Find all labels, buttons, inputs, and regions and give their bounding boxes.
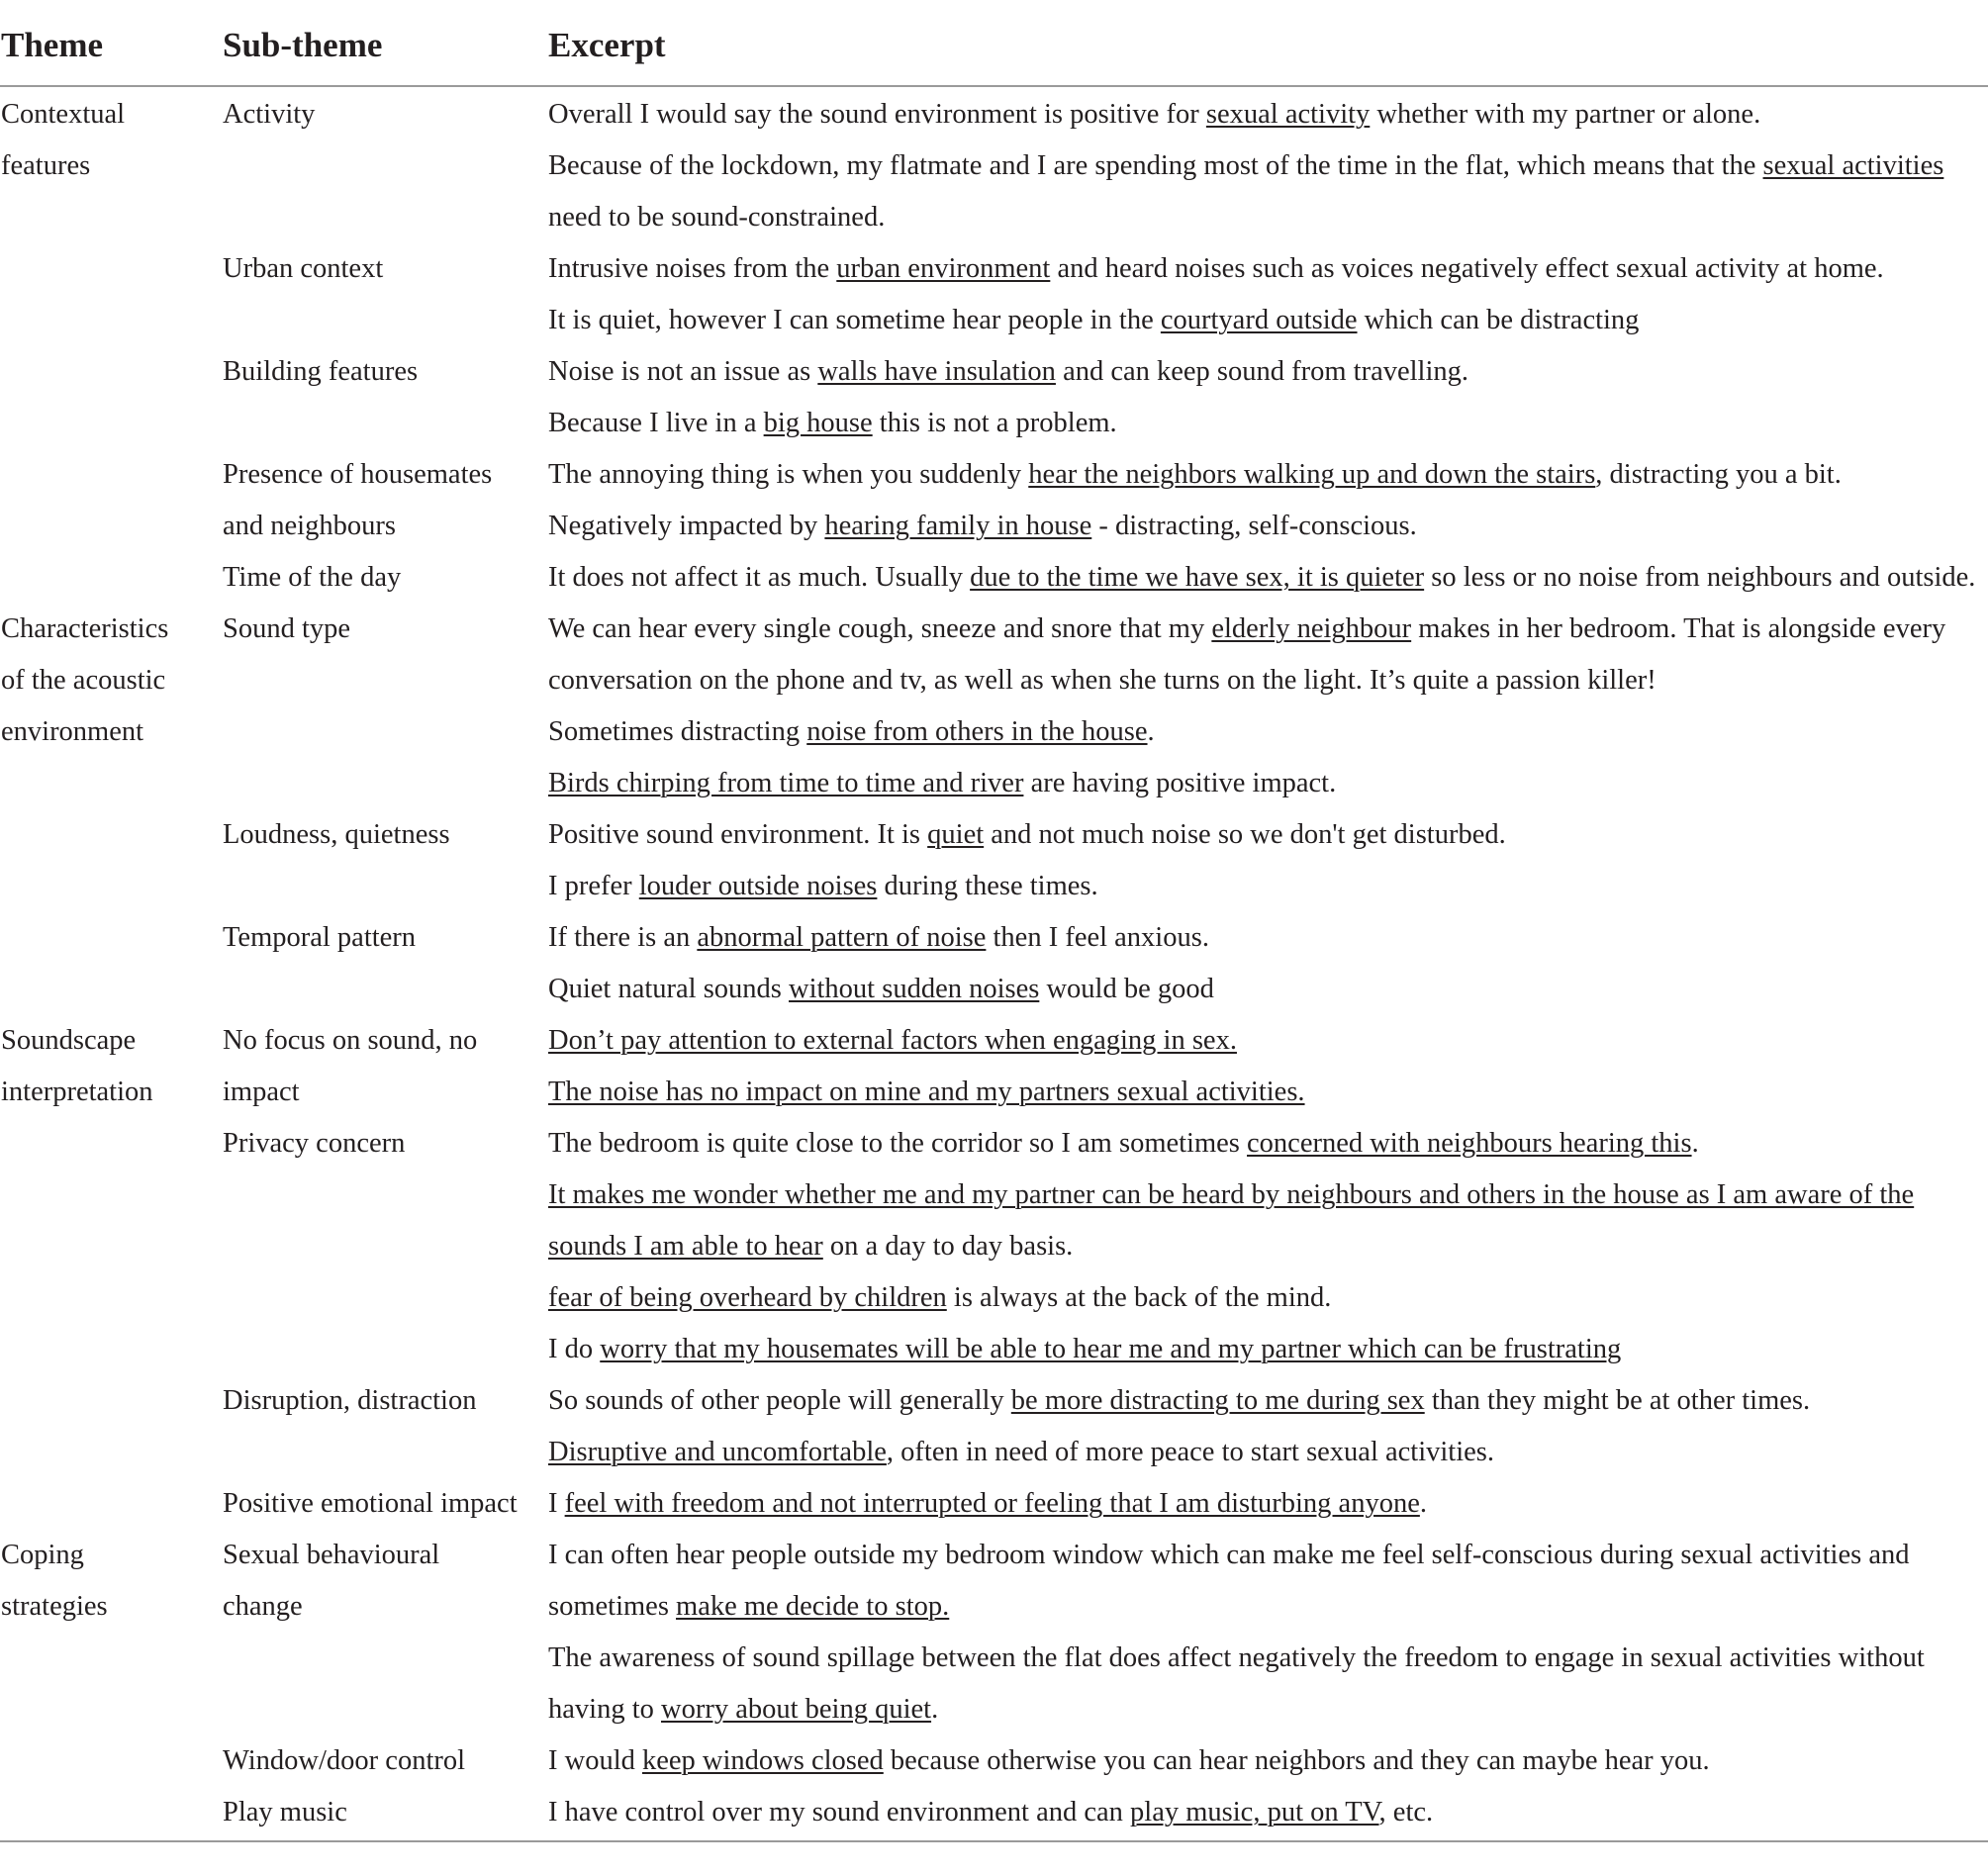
excerpt-text: .	[1147, 716, 1155, 747]
excerpt-cell	[548, 295, 1639, 346]
excerpt-text: If there is an	[548, 922, 698, 953]
excerpt-highlight: due to the time we have sex, it is quieter	[970, 562, 1425, 593]
theme-cell: of the acoustic	[1, 665, 166, 696]
excerpt-text: I prefer	[548, 871, 639, 901]
excerpt-text: and not much noise so we don't get disturbed.	[984, 819, 1506, 850]
table-row	[0, 1067, 1988, 1118]
excerpt-text: Sometimes distracting	[548, 716, 807, 747]
header-theme: Theme	[1, 26, 104, 64]
excerpt-cell	[548, 1633, 1925, 1684]
excerpt-highlight: Don’t pay attention to external factors when engaging in sex.	[548, 1025, 1237, 1056]
excerpt-text: having to	[548, 1694, 661, 1725]
excerpt-cell	[548, 1581, 949, 1633]
excerpt-cell	[548, 655, 1657, 706]
excerpt-text: The annoying thing is when you suddenly	[548, 459, 1029, 490]
excerpt-cell	[548, 1530, 1909, 1581]
excerpt-cell	[548, 1427, 1494, 1478]
table-row	[0, 964, 1988, 1015]
excerpt-text: We can hear every single cough, sneeze and snore that my	[548, 613, 1212, 644]
excerpt-text: on a day to day basis.	[822, 1231, 1074, 1262]
excerpt-highlight: abnormal pattern of noise	[697, 922, 987, 953]
subtheme-cell: Loudness, quietness	[223, 819, 450, 850]
excerpt-highlight: without sudden noises	[789, 974, 1040, 1004]
theme-cell: Contextual	[1, 99, 126, 130]
theme-cell: strategies	[1, 1591, 108, 1622]
table-row	[0, 912, 1988, 964]
table-row	[0, 1478, 1988, 1530]
excerpt-cell	[548, 706, 1155, 758]
subtheme-cell: Disruption, distraction	[223, 1385, 477, 1416]
excerpt-cell	[548, 809, 1506, 861]
table-row	[0, 655, 1988, 706]
subtheme-cell: Building features	[223, 356, 419, 387]
excerpt-highlight: keep windows closed	[642, 1745, 884, 1776]
subtheme-cell: Urban context	[223, 253, 384, 284]
excerpt-cell	[548, 964, 1214, 1015]
excerpt-text: .	[931, 1694, 939, 1725]
table-row	[0, 1375, 1988, 1427]
table-row	[0, 1324, 1988, 1375]
excerpt-text: sometimes	[548, 1591, 677, 1622]
excerpt-highlight: worry about being quiet	[661, 1694, 932, 1725]
excerpt-highlight: urban environment	[836, 253, 1051, 284]
table-row	[0, 1015, 1988, 1067]
table-row	[0, 861, 1988, 912]
excerpt-cell	[548, 1170, 1914, 1221]
subtheme-cell: Presence of housemates	[223, 459, 493, 490]
excerpt-text: , etc.	[1378, 1797, 1434, 1827]
excerpt-cell	[548, 89, 1760, 141]
subtheme-cell: Play music	[223, 1797, 347, 1827]
excerpt-highlight: Birds chirping from time to time and river	[548, 768, 1024, 798]
table-row	[0, 809, 1988, 861]
excerpt-text: - distracting, self-conscious.	[1091, 511, 1417, 541]
excerpt-text: It is quiet, however I can sometime hear people in the	[548, 305, 1161, 335]
excerpt-text: Because I live in a	[548, 408, 764, 438]
theme-cell: interpretation	[1, 1077, 153, 1107]
table-row	[0, 192, 1988, 243]
table-row	[0, 604, 1988, 655]
excerpt-highlight: sexual activities	[1762, 150, 1944, 181]
subtheme-cell: Activity	[223, 99, 316, 130]
table-row	[0, 1633, 1988, 1684]
excerpt-cell	[548, 1735, 1710, 1787]
excerpt-text: , often in need of more peace to start sexual activities.	[886, 1437, 1495, 1467]
excerpt-text: Overall I would say the sound environment is positive for	[548, 99, 1206, 130]
excerpt-text: .	[1419, 1488, 1427, 1519]
excerpt-text: so less or no noise from neighbours and outside.	[1424, 562, 1976, 593]
subtheme-cell: change	[223, 1591, 303, 1622]
excerpt-cell	[548, 501, 1417, 552]
theme-cell: Coping	[1, 1540, 84, 1570]
table-row	[0, 243, 1988, 295]
table-row	[0, 1170, 1988, 1221]
excerpt-highlight: noise from others in the house	[806, 716, 1148, 747]
excerpt-text: is always at the back of the mind.	[946, 1282, 1332, 1313]
table-row	[0, 1530, 1988, 1581]
excerpt-text: I can often hear people outside my bedroom window which can make me feel self-conscious during sexual activities and	[548, 1540, 1910, 1570]
excerpt-text: Positive sound environment. It is	[548, 819, 928, 850]
header-subtheme: Sub-theme	[223, 26, 383, 64]
subtheme-cell: Time of the day	[223, 562, 402, 593]
excerpt-text: So sounds of other people will generally	[548, 1385, 1011, 1416]
excerpt-highlight: sexual activity	[1205, 99, 1371, 130]
excerpt-text: I do	[548, 1334, 601, 1364]
subtheme-cell: Privacy concern	[223, 1128, 406, 1159]
excerpt-highlight: play music, put on TV	[1130, 1797, 1379, 1827]
table-row	[0, 1221, 1988, 1272]
excerpt-cell	[548, 243, 1884, 295]
table-body	[0, 87, 1988, 1840]
excerpt-text: , distracting you a bit.	[1595, 459, 1842, 490]
table-row	[0, 141, 1988, 192]
excerpt-text: Because of the lockdown, my flatmate and I are spending most of the time in the flat, which means that the	[548, 150, 1763, 181]
excerpt-text: which can be distracting	[1357, 305, 1640, 335]
subtheme-cell: Positive emotional impact	[223, 1488, 518, 1519]
table-row	[0, 1735, 1988, 1787]
excerpt-text: The awareness of sound spillage between the flat does affect negatively the freedom to engage in sexual activities without	[548, 1642, 1925, 1673]
theme-cell: environment	[1, 716, 144, 747]
excerpt-highlight: fear of being overheard by children	[548, 1282, 947, 1313]
excerpt-cell	[548, 1118, 1699, 1170]
excerpt-text: and heard noises such as voices negatively effect sexual activity at home.	[1050, 253, 1884, 284]
table-row	[0, 89, 1988, 141]
excerpt-text: whether with my partner or alone.	[1370, 99, 1761, 130]
excerpt-highlight: quiet	[927, 819, 985, 850]
excerpt-highlight: It makes me wonder whether me and my partner can be heard by neighbours and others in the house as I am aware of the	[548, 1179, 1915, 1210]
excerpt-highlight: elderly neighbour	[1211, 613, 1412, 644]
excerpt-text: I have control over my sound environment and can	[548, 1797, 1131, 1827]
table-row	[0, 1272, 1988, 1324]
excerpt-text: It does not affect it as much. Usually	[548, 562, 971, 593]
excerpt-text: Intrusive noises from the	[548, 253, 837, 284]
table-row	[0, 1118, 1988, 1170]
table-row	[0, 706, 1988, 758]
excerpt-cell	[548, 449, 1842, 501]
subtheme-cell: Sound type	[223, 613, 351, 644]
theme-cell: features	[1, 150, 91, 181]
excerpt-cell	[548, 1684, 938, 1735]
table-row	[0, 295, 1988, 346]
theme-cell: Soundscape	[1, 1025, 137, 1056]
excerpt-text: conversation on the phone and tv, as well as when she turns on the light. It’s quite a passion killer!	[548, 665, 1657, 696]
excerpt-highlight: make me decide to stop.	[676, 1591, 950, 1622]
excerpt-text: Quiet natural sounds	[548, 974, 790, 1004]
excerpt-highlight: hearing family in house	[824, 511, 1092, 541]
table-row	[0, 1787, 1988, 1838]
themes-table	[0, 14, 1988, 1842]
subtheme-cell: and neighbours	[223, 511, 396, 541]
excerpt-highlight: louder outside noises	[638, 871, 878, 901]
excerpt-text: and can keep sound from travelling.	[1055, 356, 1469, 387]
excerpt-cell	[548, 398, 1117, 449]
excerpt-text: Negatively impacted by	[548, 511, 825, 541]
excerpt-text: because otherwise you can hear neighbors and they can maybe hear you.	[883, 1745, 1710, 1776]
excerpt-cell	[548, 1375, 1810, 1427]
excerpt-cell	[548, 1067, 1305, 1118]
header-excerpt: Excerpt	[548, 26, 666, 64]
excerpt-text: The bedroom is quite close to the corridor so I am sometimes	[548, 1128, 1248, 1159]
excerpt-highlight: Disruptive and uncomfortable	[548, 1437, 887, 1467]
excerpt-cell	[548, 1272, 1331, 1324]
excerpt-cell	[548, 1787, 1433, 1838]
excerpt-text: then I feel anxious.	[986, 922, 1209, 953]
excerpt-cell	[548, 346, 1468, 398]
subtheme-cell: Temporal pattern	[223, 922, 417, 953]
excerpt-highlight: be more distracting to me during sex	[1010, 1385, 1425, 1416]
excerpt-text: need to be sound-constrained.	[548, 202, 886, 233]
table-header-row	[0, 14, 1988, 85]
excerpt-text: this is not a problem.	[872, 408, 1117, 438]
table-row	[0, 1684, 1988, 1735]
table-row	[0, 346, 1988, 398]
excerpt-highlight: walls have insulation	[817, 356, 1056, 387]
excerpt-highlight: big house	[763, 408, 873, 438]
excerpt-cell	[548, 861, 1098, 912]
excerpt-highlight: hear the neighbors walking up and down the stairs	[1028, 459, 1596, 490]
excerpt-cell	[548, 1015, 1237, 1067]
excerpt-text: are having positive impact.	[1023, 768, 1337, 798]
excerpt-text: than they might be at other times.	[1424, 1385, 1811, 1416]
table-row	[0, 1427, 1988, 1478]
table-row	[0, 758, 1988, 809]
subtheme-cell: Sexual behavioural	[223, 1540, 440, 1570]
excerpt-cell	[548, 141, 1943, 192]
table-row	[0, 501, 1988, 552]
excerpt-cell	[548, 1324, 1621, 1375]
excerpt-highlight: worry that my housemates will be able to hear me and my partner which can be frustrating	[600, 1334, 1622, 1364]
excerpt-cell	[548, 1478, 1427, 1530]
excerpt-text: .	[1691, 1128, 1699, 1159]
excerpt-cell	[548, 192, 885, 243]
excerpt-highlight: feel with freedom and not interrupted or feeling that I am disturbing anyone	[564, 1488, 1420, 1519]
excerpt-highlight: The noise has no impact on mine and my partners sexual activities.	[548, 1077, 1305, 1107]
excerpt-text: during these times.	[877, 871, 1098, 901]
excerpt-cell	[548, 1221, 1073, 1272]
table-row	[0, 1581, 1988, 1633]
excerpt-text: Noise is not an issue as	[548, 356, 818, 387]
subtheme-cell: impact	[223, 1077, 300, 1107]
excerpt-highlight: sounds I am able to hear	[548, 1231, 823, 1262]
excerpt-cell	[548, 912, 1209, 964]
excerpt-text: makes in her bedroom. That is alongside every	[1411, 613, 1946, 644]
subtheme-cell: No focus on sound, no	[223, 1025, 478, 1056]
theme-cell: Characteristics	[1, 613, 169, 644]
excerpt-cell	[548, 552, 1975, 604]
excerpt-text: would be good	[1039, 974, 1214, 1004]
excerpt-cell	[548, 604, 1945, 655]
excerpt-text: I	[548, 1488, 565, 1519]
excerpt-cell	[548, 758, 1336, 809]
excerpt-highlight: courtyard outside	[1160, 305, 1358, 335]
table-row	[0, 552, 1988, 604]
table-row	[0, 449, 1988, 501]
excerpt-highlight: concerned with neighbours hearing this	[1247, 1128, 1692, 1159]
excerpt-text: I would	[548, 1745, 642, 1776]
table-bottom-divider	[0, 1840, 1988, 1842]
subtheme-cell: Window/door control	[223, 1745, 466, 1776]
table-row	[0, 398, 1988, 449]
